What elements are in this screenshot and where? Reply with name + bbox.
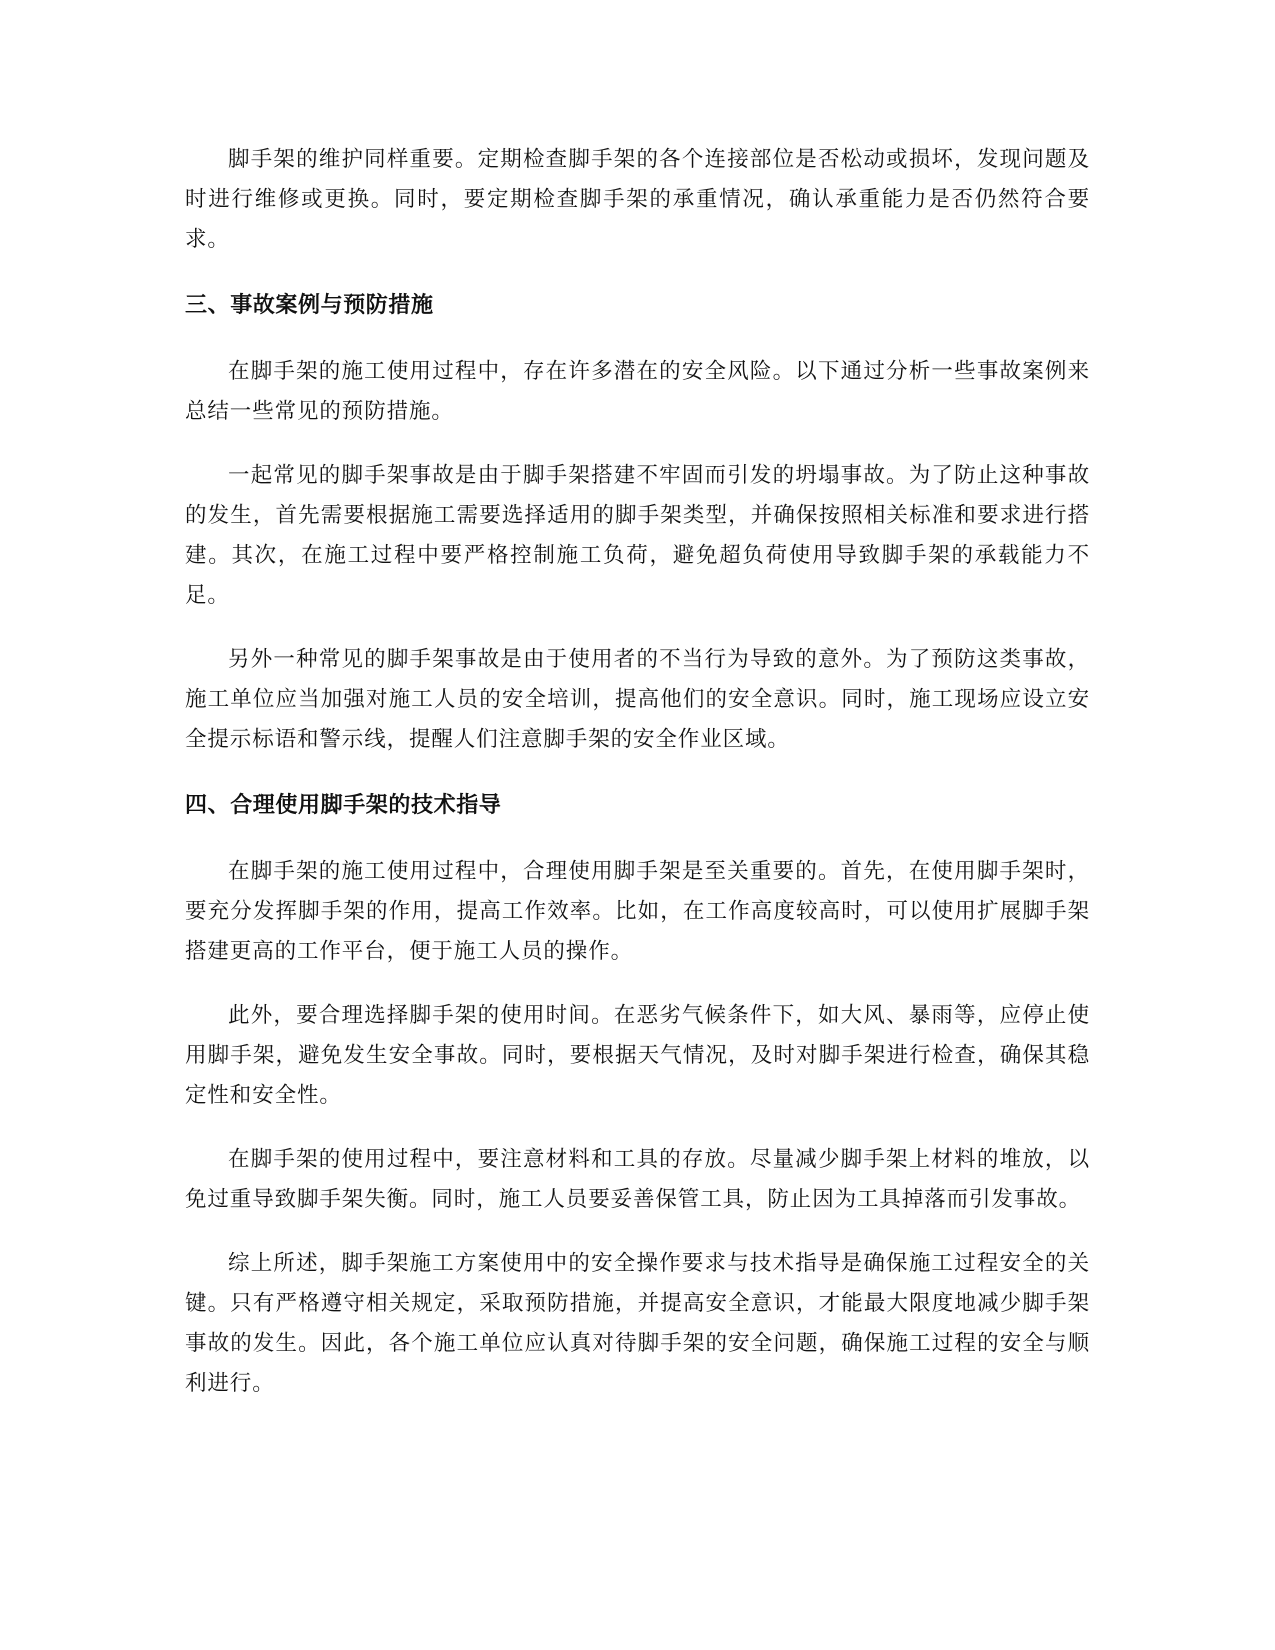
paragraph-material-storage: 在脚手架的使用过程中，要注意材料和工具的存放。尽量减少脚手架上材料的堆放，以免过重导致脚手架失衡。同时，施工人员要妥善保管工具，防止因为工具掉落而引发事故。 [185, 1147, 1090, 1212]
section-heading-accident-cases: 三、事故案例与预防措施 [185, 293, 434, 318]
paragraph-risk-intro: 在脚手架的施工使用过程中，存在许多潜在的安全风险。以下通过分析一些事故案例来总结一些常见的预防措施。 [185, 359, 1090, 424]
paragraph-improper-behavior: 另外一种常见的脚手架事故是由于使用者的不当行为导致的意外。为了预防这类事故，施工单位应当加强对施工人员的安全培训，提高他们的安全意识。同时，施工现场应设立安全提示标语和警示线，提醒人们注意脚手架的安全作业区域。 [185, 647, 1090, 752]
paragraph-collapse-accident: 一起常见的脚手架事故是由于脚手架搭建不牢固而引发的坍塌事故。为了防止这种事故的发生，首先需要根据施工需要选择适用的脚手架类型，并确保按照相关标准和要求进行搭建。其次，在施工过程中要严格控制施工负荷，避免超负荷使用导致脚手架的承载能力不足。 [185, 463, 1090, 608]
paragraph-maintenance: 脚手架的维护同样重要。定期检查脚手架的各个连接部位是否松动或损坏，发现问题及时进行维修或更换。同时，要定期检查脚手架的承重情况，确认承重能力是否仍然符合要求。 [185, 147, 1090, 252]
document-page [185, 140, 1090, 1404]
paragraph-conclusion: 综上所述，脚手架施工方案使用中的安全操作要求与技术指导是确保施工过程安全的关键。只有严格遵守相关规定，采取预防措施，并提高安全意识，才能最大限度地减少脚手架事故的发生。因此，各个施工单位应认真对待脚手架的安全问题，确保施工过程的安全与顺利进行。 [185, 1251, 1090, 1396]
paragraph-proper-use: 在脚手架的施工使用过程中，合理使用脚手架是至关重要的。首先，在使用脚手架时，要充分发挥脚手架的作用，提高工作效率。比如，在工作高度较高时，可以使用扩展脚手架搭建更高的工作平台，便于施工人员的操作。 [185, 859, 1090, 964]
paragraph-usage-time: 此外，要合理选择脚手架的使用时间。在恶劣气候条件下，如大风、暴雨等，应停止使用脚手架，避免发生安全事故。同时，要根据天气情况，及时对脚手架进行检查，确保其稳定性和安全性。 [185, 1003, 1090, 1108]
section-heading-technical-guidance: 四、合理使用脚手架的技术指导 [185, 793, 502, 818]
